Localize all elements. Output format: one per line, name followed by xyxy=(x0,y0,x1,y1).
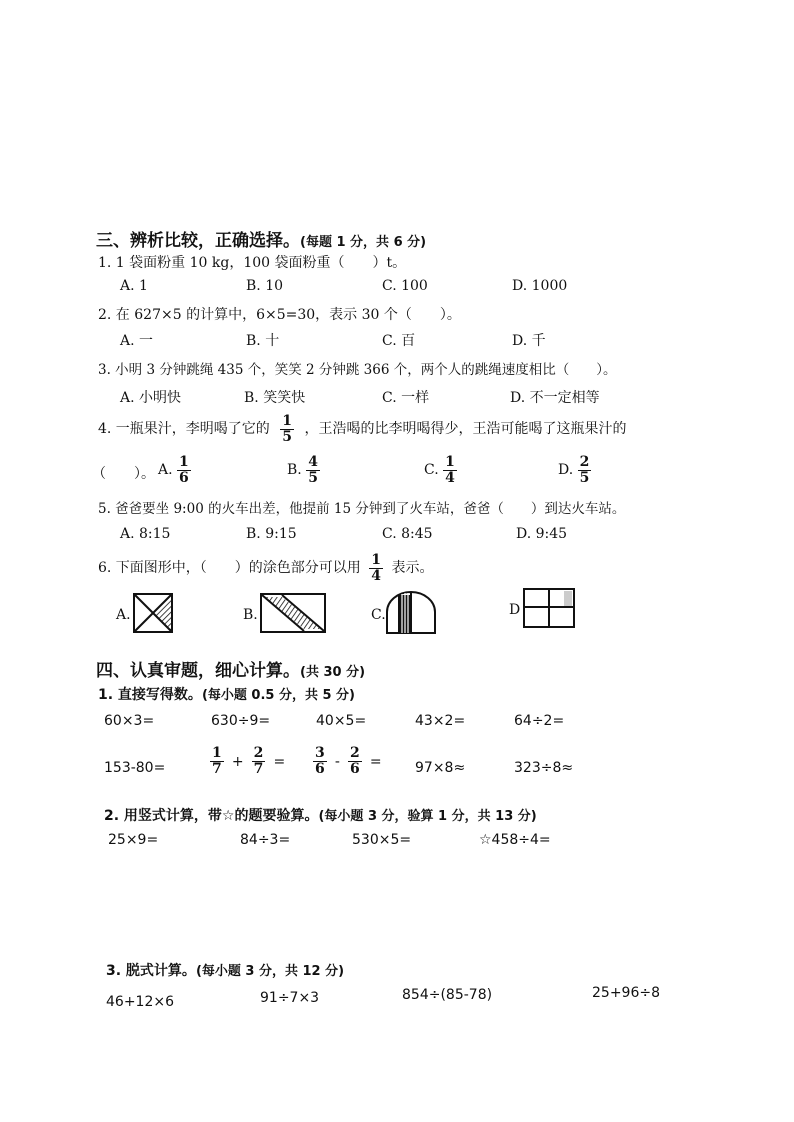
q6-fraction xyxy=(369,553,383,583)
q3-option-b: B. 笑笑快 xyxy=(244,390,306,406)
q1-option-c: C. 100 xyxy=(382,278,428,294)
calc-row2-item1: 153-80= xyxy=(104,760,166,776)
frac-expr1-b-den: 7 xyxy=(253,760,264,777)
q5-text: 5. 爸爸要坐 9:00 的火车出差，他提前 15 分钟到了火车站，爸爸（ ）到达火车站。 xyxy=(98,501,626,517)
frac-expr1-a-den: 7 xyxy=(212,760,222,777)
frac-expr2-a-num: 3 xyxy=(315,745,325,761)
q5-option-b: B. 9:15 xyxy=(246,526,297,542)
frac-expr1-a xyxy=(210,746,224,776)
section3-title xyxy=(96,226,426,251)
calc-row1-item1: 60×3= xyxy=(104,713,155,729)
q4-option-d-den: 5 xyxy=(579,469,590,486)
frac-expr2-eq: = xyxy=(369,753,382,770)
q4-text xyxy=(98,414,626,444)
stepwise-calc-item3: 854÷(85-78) xyxy=(402,987,493,1003)
q3-option-d: D. 不一定相等 xyxy=(510,390,600,406)
q4-option-b-frac xyxy=(306,455,320,485)
q4-option-b xyxy=(287,455,320,485)
frac-expr1-op: + xyxy=(231,753,244,770)
vertical-calc-item2: 84÷3= xyxy=(240,832,291,848)
q6-label-d: D xyxy=(509,602,521,618)
calc-row2-frac-expr2 xyxy=(313,746,382,776)
q4-prefix: 4. 一瓶果汁，李明喝了它的 xyxy=(98,421,270,438)
frac-expr2-b xyxy=(348,746,362,776)
part3-title xyxy=(106,960,344,980)
q6-suffix: 表示。 xyxy=(391,560,434,577)
part3-note: (每小题 3 分，共 12 分) xyxy=(195,964,345,979)
section3-note: (每题 1 分，共 6 分) xyxy=(300,235,427,250)
q6-text xyxy=(98,553,433,583)
frac-expr2-op: - xyxy=(334,753,340,770)
q2-option-a: A. 一 xyxy=(120,333,154,349)
q2-option-d: D. 千 xyxy=(512,333,546,349)
frac-expr2-b-num: 2 xyxy=(350,745,360,761)
q4-suffix: ，王浩喝的比李明喝得少，王浩可能喝了这瓶果汁的 xyxy=(304,421,627,438)
vertical-calc-item4: ☆458÷4= xyxy=(479,832,551,848)
q2-option-c: C. 百 xyxy=(382,333,416,349)
part1-note: (每小题 0.5 分，共 5 分) xyxy=(201,688,355,703)
q6-label-b: B. xyxy=(243,607,258,623)
q4-option-c xyxy=(424,455,457,485)
frac-expr2-a-den: 6 xyxy=(315,760,325,777)
part3-title-text: 3. 脱式计算。 xyxy=(106,963,196,979)
q4-option-d xyxy=(558,455,591,485)
q4-option-b-label: B. xyxy=(287,462,302,479)
q4-frac-numerator: 1 xyxy=(282,413,293,429)
section3-title-text: 三、辨析比较，正确选择。 xyxy=(96,231,300,251)
q4-option-c-den: 4 xyxy=(445,469,455,486)
q4-blank: （ ）。 xyxy=(92,466,155,482)
q4-option-a-label: A. xyxy=(158,462,173,479)
frac-expr1-eq: = xyxy=(273,753,286,770)
part1-title-text: 1. 直接写得数。 xyxy=(98,687,202,703)
calc-row1-item4: 43×2= xyxy=(415,713,466,729)
q1-option-d: D. 1000 xyxy=(512,278,568,294)
vertical-calc-item3: 530×5= xyxy=(352,832,412,848)
calc-row2-item4: 97×8≈ xyxy=(415,760,466,776)
q6-figure-c xyxy=(385,590,437,634)
section4-note: (共 30 分) xyxy=(300,665,366,680)
q4-option-b-den: 5 xyxy=(308,469,318,486)
q4-option-d-label: D. xyxy=(558,462,574,479)
q2-text: 2. 在 627×5 的计算中，6×5=30，表示 30 个（ ）。 xyxy=(98,307,461,323)
q4-frac-denominator: 5 xyxy=(282,428,293,445)
frac-expr1-a-num: 1 xyxy=(212,745,222,761)
part1-title xyxy=(98,684,355,704)
stepwise-calc-item2: 91÷7×3 xyxy=(260,990,320,1006)
q4-option-c-label: C. xyxy=(424,462,439,479)
frac-expr2-a xyxy=(313,746,327,776)
q6-prefix: 6. 下面图形中，（ ）的涂色部分可以用 xyxy=(98,560,361,577)
q4-option-b-num: 4 xyxy=(308,454,318,470)
q4-option-d-frac xyxy=(578,455,592,485)
stepwise-calc-item4: 25+96÷8 xyxy=(592,985,660,1001)
q1-text: 1. 1 袋面粉重 10 kg，100 袋面粉重（ ）t。 xyxy=(98,255,407,271)
q5-option-a: A. 8:15 xyxy=(120,526,171,542)
q4-fraction xyxy=(280,414,294,444)
calc-row2-frac-expr1 xyxy=(210,746,285,776)
q6-figure-a xyxy=(133,593,173,633)
q1-option-a: A. 1 xyxy=(120,278,148,294)
q4-option-a-num: 1 xyxy=(179,454,189,470)
vertical-calc-item1: 25×9= xyxy=(108,832,159,848)
q3-option-a: A. 小明快 xyxy=(120,390,182,406)
q3-text: 3. 小明 3 分钟跳绳 435 个，笑笑 2 分钟跳 366 个，两个人的跳绳速度相比（ ）。 xyxy=(98,362,617,378)
q6-figure-d xyxy=(523,588,575,628)
q6-label-a: A. xyxy=(116,607,131,623)
section4-title-text: 四、认真审题，细心计算。 xyxy=(96,661,300,681)
part2-title-text: 2. 用竖式计算，带☆的题要验算。 xyxy=(104,808,319,824)
q4-option-a xyxy=(158,455,191,485)
q1-option-b: B. 10 xyxy=(246,278,284,294)
q6-frac-numerator: 1 xyxy=(371,552,382,568)
part2-note: (每小题 3 分，验算 1 分，共 13 分) xyxy=(318,809,537,824)
q4-option-c-num: 1 xyxy=(445,454,455,470)
part2-title xyxy=(104,805,537,825)
q5-option-c: C. 8:45 xyxy=(382,526,433,542)
q4-option-c-frac xyxy=(443,455,457,485)
calc-row1-item5: 64÷2= xyxy=(514,713,565,729)
frac-expr1-b xyxy=(252,746,266,776)
stepwise-calc-item1: 46+12×6 xyxy=(106,994,174,1010)
frac-expr2-b-den: 6 xyxy=(350,760,360,777)
calc-row1-item2: 630÷9= xyxy=(211,713,271,729)
calc-row1-item3: 40×5= xyxy=(316,713,367,729)
q6-figure-b xyxy=(260,593,326,633)
q6-frac-denominator: 4 xyxy=(371,567,382,584)
calc-row2-item5: 323÷8≈ xyxy=(514,760,574,776)
frac-expr1-b-num: 2 xyxy=(253,745,264,761)
q3-option-c: C. 一样 xyxy=(382,390,430,406)
q4-option-d-num: 2 xyxy=(579,454,590,470)
q6-label-c: C. xyxy=(371,607,386,623)
q4-option-a-den: 6 xyxy=(179,469,189,486)
q2-option-b: B. 十 xyxy=(246,333,280,349)
q4-option-a-frac xyxy=(177,455,191,485)
section4-title xyxy=(96,656,365,681)
q5-option-d: D. 9:45 xyxy=(516,526,568,542)
